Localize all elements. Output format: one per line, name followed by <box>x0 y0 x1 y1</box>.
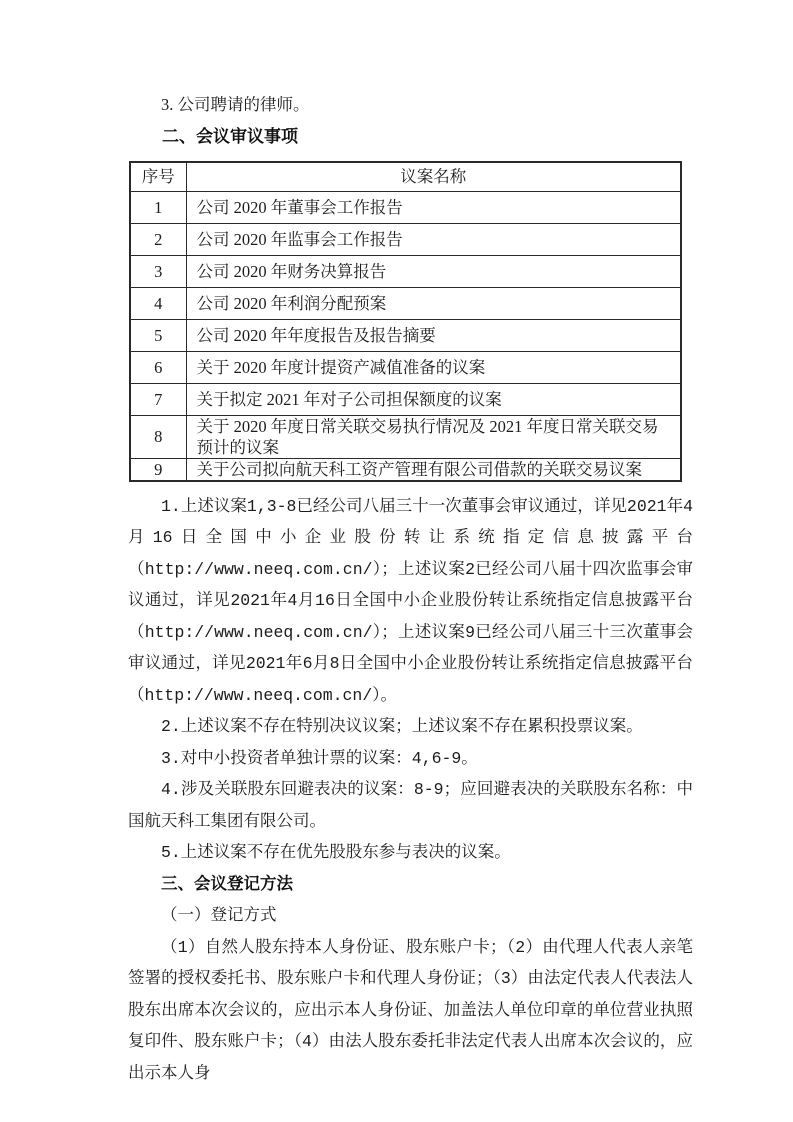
section2-heading: 二、会议审议事项 <box>162 127 298 146</box>
row-proposal-name: 公司 2020 年财务决算报告 <box>186 255 681 287</box>
section3-heading: 三、会议登记方法 <box>161 874 293 893</box>
table-row <box>130 351 681 383</box>
table-row <box>130 458 681 481</box>
row-proposal-name: 关于公司拟向航天科工资产管理有限公司借款的关联交易议案 <box>186 458 681 481</box>
row-proposal-name: 公司 2020 年监事会工作报告 <box>186 223 681 255</box>
row-number: 2 <box>130 223 186 255</box>
table-row <box>130 191 681 223</box>
proposal-table-body <box>130 191 681 481</box>
lawyer-item-line: 3. 公司聘请的律师。 <box>161 95 310 114</box>
table-row <box>130 415 681 458</box>
row-number: 3 <box>130 255 186 287</box>
row-number: 7 <box>130 383 186 415</box>
registration-method-subheading: （一）登记方式 <box>161 906 277 925</box>
table-row <box>130 223 681 255</box>
row-number: 8 <box>130 415 186 458</box>
note-paragraph-1: 1.上述议案1,3-8已经公司八届三十一次董事会审议通过，详见2021年4月16日全国中小企业股份转让系统指定信息披露平台（http://www.neeq.com.cn/）；上述议案2已经公司八届十四次监事会审议通过，详见2021年4月16日全国中小企业股份转让系统指定信息披露平台（http://www.neeq.com.cn/）；上述议案9已经公司八届三十三次董事会审议通过，详见2021年6月8日全国中小企业股份转让系统指定信息披露平台（http://www.neeq.com.cn/）。 <box>128 496 693 705</box>
table-header-row <box>130 162 681 191</box>
note-paragraph-4: 4.涉及关联股东回避表决的议案：8-9；应回避表决的关联股东名称：中国航天科工集团有限公司。 <box>128 780 693 831</box>
row-number: 5 <box>130 319 186 351</box>
note-paragraph-2: 2.上述议案不存在特别决议议案；上述议案不存在累积投票议案。 <box>161 717 643 736</box>
note-paragraph-5: 5.上述议案不存在优先股股东参与表决的议案。 <box>161 843 511 862</box>
table-row <box>130 255 681 287</box>
row-proposal-name: 公司 2020 年年度报告及报告摘要 <box>186 319 681 351</box>
row-proposal-name: 关于 2020 年度计提资产减值准备的议案 <box>186 351 681 383</box>
row-proposal-name: 公司 2020 年董事会工作报告 <box>186 191 681 223</box>
table-row <box>130 319 681 351</box>
row-number: 6 <box>130 351 186 383</box>
registration-method-paragraph: （1）自然人股东持本人身份证、股东账户卡；（2）由代理人代表人亲笔签署的授权委托书、股东账户卡和代理人身份证；（3）由法定代表人代表法人股东出席本次会议的，应出示本人身份证、加盖法人单位印章的单位营业执照复印件、股东账户卡；（4）由法人股东委托非法定代表人出席本次会议的，应出示本人身 <box>128 937 693 1083</box>
proposal-table-header <box>130 162 681 191</box>
table-row <box>130 287 681 319</box>
row-proposal-name: 关于拟定 2021 年对子公司担保额度的议案 <box>186 383 681 415</box>
table-header-name: 议案名称 <box>186 162 681 191</box>
table-header-index: 序号 <box>130 162 186 191</box>
note-paragraph-3: 3.对中小投资者单独计票的议案：4,6-9。 <box>161 748 478 768</box>
table-row <box>130 383 681 415</box>
row-number: 9 <box>130 458 186 481</box>
row-proposal-name: 关于 2020 年度日常关联交易执行情况及 2021 年度日常关联交易预计的议案 <box>186 415 681 458</box>
proposal-table <box>129 161 682 482</box>
row-number: 1 <box>130 191 186 223</box>
row-number: 4 <box>130 287 186 319</box>
row-proposal-name: 公司 2020 年利润分配预案 <box>186 287 681 319</box>
